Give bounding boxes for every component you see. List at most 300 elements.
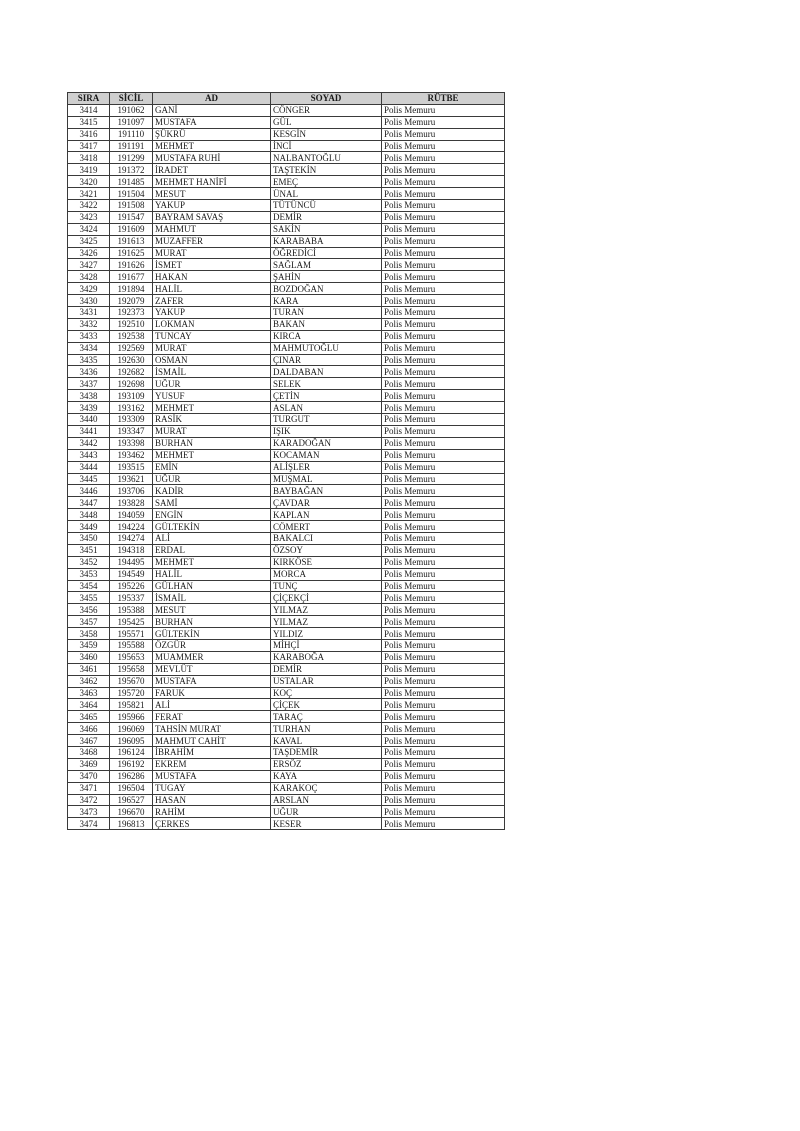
sicil-cell: 193462 <box>110 449 153 461</box>
sicil-cell: 193706 <box>110 485 153 497</box>
rutbe-cell: Polis Memuru <box>382 378 505 390</box>
sira-cell: 3435 <box>68 354 110 366</box>
sira-cell: 3474 <box>68 818 110 830</box>
sicil-cell: 191625 <box>110 247 153 259</box>
ad-cell: GÜLTEKİN <box>153 628 271 640</box>
ad-cell: ALİ <box>153 699 271 711</box>
personnel-table <box>67 92 505 830</box>
table-row <box>68 580 505 592</box>
ad-cell: RAHİM <box>153 806 271 818</box>
ad-cell: TUGAY <box>153 782 271 794</box>
table-row <box>68 687 505 699</box>
rutbe-cell: Polis Memuru <box>382 235 505 247</box>
rutbe-cell: Polis Memuru <box>382 663 505 675</box>
rutbe-cell: Polis Memuru <box>382 223 505 235</box>
sicil-cell: 194059 <box>110 509 153 521</box>
soyad-cell: KOCAMAN <box>271 449 382 461</box>
soyad-cell: KOÇ <box>271 687 382 699</box>
soyad-cell: GÜL <box>271 116 382 128</box>
sicil-cell: 195653 <box>110 651 153 663</box>
soyad-cell: MİHÇİ <box>271 639 382 651</box>
rutbe-cell: Polis Memuru <box>382 818 505 830</box>
ad-cell: MEHMET HANİFİ <box>153 176 271 188</box>
table-row <box>68 675 505 687</box>
rutbe-cell: Polis Memuru <box>382 568 505 580</box>
rutbe-cell: Polis Memuru <box>382 746 505 758</box>
sira-cell: 3433 <box>68 330 110 342</box>
sicil-cell: 191547 <box>110 211 153 223</box>
table-row <box>68 770 505 782</box>
rutbe-cell: Polis Memuru <box>382 247 505 259</box>
sira-cell: 3473 <box>68 806 110 818</box>
table-row <box>68 247 505 259</box>
table-row <box>68 473 505 485</box>
rutbe-cell: Polis Memuru <box>382 794 505 806</box>
table-row <box>68 116 505 128</box>
rutbe-cell: Polis Memuru <box>382 104 505 116</box>
sira-cell: 3445 <box>68 473 110 485</box>
sicil-cell: 191894 <box>110 283 153 295</box>
sira-cell: 3434 <box>68 342 110 354</box>
soyad-cell: UĞUR <box>271 806 382 818</box>
rutbe-cell: Polis Memuru <box>382 651 505 663</box>
ad-cell: MUAMMER <box>153 651 271 663</box>
table-row <box>68 425 505 437</box>
table-row <box>68 723 505 735</box>
soyad-cell: DEMİR <box>271 663 382 675</box>
sicil-cell: 195821 <box>110 699 153 711</box>
ad-cell: MEVLÜT <box>153 663 271 675</box>
sicil-cell: 191613 <box>110 235 153 247</box>
ad-cell: MEHMET <box>153 556 271 568</box>
sicil-cell: 195425 <box>110 616 153 628</box>
sira-cell: 3468 <box>68 746 110 758</box>
rutbe-cell: Polis Memuru <box>382 532 505 544</box>
table-row <box>68 366 505 378</box>
soyad-cell: ŞAHİN <box>271 271 382 283</box>
sira-cell: 3454 <box>68 580 110 592</box>
table-row <box>68 782 505 794</box>
ad-cell: İRADET <box>153 164 271 176</box>
table-row <box>68 342 505 354</box>
sicil-cell: 193162 <box>110 402 153 414</box>
header-ad: AD <box>153 93 271 105</box>
table-row <box>68 223 505 235</box>
soyad-cell: ÖZSOY <box>271 544 382 556</box>
soyad-cell: ERSÖZ <box>271 758 382 770</box>
sicil-cell: 196069 <box>110 723 153 735</box>
sira-cell: 3424 <box>68 223 110 235</box>
ad-cell: YAKUP <box>153 307 271 319</box>
sira-cell: 3443 <box>68 449 110 461</box>
soyad-cell: KARABABA <box>271 235 382 247</box>
rutbe-cell: Polis Memuru <box>382 200 505 212</box>
soyad-cell: NALBANTOĞLU <box>271 152 382 164</box>
sira-cell: 3456 <box>68 604 110 616</box>
table-row <box>68 390 505 402</box>
sicil-cell: 192569 <box>110 342 153 354</box>
soyad-cell: TUNÇ <box>271 580 382 592</box>
sicil-cell: 191191 <box>110 140 153 152</box>
ad-cell: MEHMET <box>153 140 271 152</box>
rutbe-cell: Polis Memuru <box>382 140 505 152</box>
soyad-cell: ÇETİN <box>271 390 382 402</box>
sicil-cell: 196504 <box>110 782 153 794</box>
table-row <box>68 509 505 521</box>
sira-cell: 3430 <box>68 295 110 307</box>
sicil-cell: 193309 <box>110 414 153 426</box>
ad-cell: EKREM <box>153 758 271 770</box>
ad-cell: MUSTAFA <box>153 675 271 687</box>
soyad-cell: SAĞLAM <box>271 259 382 271</box>
soyad-cell: BAKALCI <box>271 532 382 544</box>
sira-cell: 3437 <box>68 378 110 390</box>
ad-cell: FARUK <box>153 687 271 699</box>
rutbe-cell: Polis Memuru <box>382 473 505 485</box>
sira-cell: 3459 <box>68 639 110 651</box>
sira-cell: 3417 <box>68 140 110 152</box>
sicil-cell: 195720 <box>110 687 153 699</box>
ad-cell: MURAT <box>153 342 271 354</box>
rutbe-cell: Polis Memuru <box>382 628 505 640</box>
rutbe-cell: Polis Memuru <box>382 330 505 342</box>
rutbe-cell: Polis Memuru <box>382 390 505 402</box>
sira-cell: 3450 <box>68 532 110 544</box>
table-row <box>68 354 505 366</box>
ad-cell: BURHAN <box>153 616 271 628</box>
ad-cell: KADİR <box>153 485 271 497</box>
soyad-cell: ALİŞLER <box>271 461 382 473</box>
rutbe-cell: Polis Memuru <box>382 604 505 616</box>
sira-cell: 3419 <box>68 164 110 176</box>
soyad-cell: TARAÇ <box>271 711 382 723</box>
table-row <box>68 746 505 758</box>
sicil-cell: 192630 <box>110 354 153 366</box>
sira-cell: 3414 <box>68 104 110 116</box>
sicil-cell: 195658 <box>110 663 153 675</box>
sira-cell: 3448 <box>68 509 110 521</box>
sira-cell: 3447 <box>68 497 110 509</box>
ad-cell: ÖZGÜR <box>153 639 271 651</box>
table-row <box>68 544 505 556</box>
rutbe-cell: Polis Memuru <box>382 128 505 140</box>
sicil-cell: 193828 <box>110 497 153 509</box>
sira-cell: 3418 <box>68 152 110 164</box>
soyad-cell: TURAN <box>271 307 382 319</box>
soyad-cell: İNCİ <box>271 140 382 152</box>
table-row <box>68 651 505 663</box>
sicil-cell: 191097 <box>110 116 153 128</box>
table-row <box>68 699 505 711</box>
sicil-cell: 195388 <box>110 604 153 616</box>
table-row <box>68 711 505 723</box>
sira-cell: 3425 <box>68 235 110 247</box>
soyad-cell: KIRKÖSE <box>271 556 382 568</box>
table-row <box>68 521 505 533</box>
sira-cell: 3472 <box>68 794 110 806</box>
rutbe-cell: Polis Memuru <box>382 806 505 818</box>
table-header <box>68 93 505 105</box>
header-row <box>68 93 505 105</box>
ad-cell: HALİL <box>153 283 271 295</box>
ad-cell: İSMAİL <box>153 592 271 604</box>
sicil-cell: 193398 <box>110 437 153 449</box>
table-row <box>68 616 505 628</box>
rutbe-cell: Polis Memuru <box>382 414 505 426</box>
table-row <box>68 414 505 426</box>
table-row <box>68 568 505 580</box>
sira-cell: 3466 <box>68 723 110 735</box>
table-row <box>68 639 505 651</box>
sira-cell: 3449 <box>68 521 110 533</box>
soyad-cell: TAŞDEMİR <box>271 746 382 758</box>
sira-cell: 3457 <box>68 616 110 628</box>
soyad-cell: DEMİR <box>271 211 382 223</box>
ad-cell: MEHMET <box>153 402 271 414</box>
table-row <box>68 211 505 223</box>
sira-cell: 3422 <box>68 200 110 212</box>
sira-cell: 3455 <box>68 592 110 604</box>
ad-cell: GÜLHAN <box>153 580 271 592</box>
table-row <box>68 818 505 830</box>
soyad-cell: MAHMUTOĞLU <box>271 342 382 354</box>
sicil-cell: 191062 <box>110 104 153 116</box>
ad-cell: GANİ <box>153 104 271 116</box>
rutbe-cell: Polis Memuru <box>382 318 505 330</box>
ad-cell: ENGİN <box>153 509 271 521</box>
ad-cell: FERAT <box>153 711 271 723</box>
ad-cell: YUSUF <box>153 390 271 402</box>
rutbe-cell: Polis Memuru <box>382 211 505 223</box>
ad-cell: MUZAFFER <box>153 235 271 247</box>
ad-cell: ÇERKES <box>153 818 271 830</box>
sira-cell: 3465 <box>68 711 110 723</box>
rutbe-cell: Polis Memuru <box>382 509 505 521</box>
header-sicil: SİCİL <box>110 93 153 105</box>
table-row <box>68 104 505 116</box>
table-body <box>68 104 505 829</box>
table-row <box>68 592 505 604</box>
rutbe-cell: Polis Memuru <box>382 723 505 735</box>
soyad-cell: KAYA <box>271 770 382 782</box>
table-row <box>68 188 505 200</box>
sira-cell: 3427 <box>68 259 110 271</box>
rutbe-cell: Polis Memuru <box>382 687 505 699</box>
rutbe-cell: Polis Memuru <box>382 521 505 533</box>
sicil-cell: 191677 <box>110 271 153 283</box>
soyad-cell: ÇİÇEK <box>271 699 382 711</box>
ad-cell: MEHMET <box>153 449 271 461</box>
ad-cell: UĞUR <box>153 378 271 390</box>
ad-cell: EMİN <box>153 461 271 473</box>
soyad-cell: TURHAN <box>271 723 382 735</box>
sira-cell: 3471 <box>68 782 110 794</box>
table-row <box>68 176 505 188</box>
ad-cell: MAHMUT CAHİT <box>153 735 271 747</box>
rutbe-cell: Polis Memuru <box>382 188 505 200</box>
rutbe-cell: Polis Memuru <box>382 592 505 604</box>
soyad-cell: MUŞMAL <box>271 473 382 485</box>
table-row <box>68 806 505 818</box>
sicil-cell: 194318 <box>110 544 153 556</box>
rutbe-cell: Polis Memuru <box>382 544 505 556</box>
table-row <box>68 378 505 390</box>
ad-cell: MUSTAFA <box>153 770 271 782</box>
table-row <box>68 295 505 307</box>
rutbe-cell: Polis Memuru <box>382 449 505 461</box>
ad-cell: MAHMUT <box>153 223 271 235</box>
table-row <box>68 497 505 509</box>
sicil-cell: 192682 <box>110 366 153 378</box>
sicil-cell: 195337 <box>110 592 153 604</box>
header-rutbe: RÜTBE <box>382 93 505 105</box>
sicil-cell: 195966 <box>110 711 153 723</box>
sicil-cell: 196124 <box>110 746 153 758</box>
soyad-cell: BAKAN <box>271 318 382 330</box>
sicil-cell: 194274 <box>110 532 153 544</box>
sicil-cell: 193347 <box>110 425 153 437</box>
soyad-cell: KARA <box>271 295 382 307</box>
soyad-cell: ÇAVDAR <box>271 497 382 509</box>
soyad-cell: ASLAN <box>271 402 382 414</box>
sira-cell: 3451 <box>68 544 110 556</box>
table-row <box>68 461 505 473</box>
soyad-cell: ÜNAL <box>271 188 382 200</box>
soyad-cell: KARABOĞA <box>271 651 382 663</box>
ad-cell: MUSTAFA <box>153 116 271 128</box>
sicil-cell: 191110 <box>110 128 153 140</box>
header-soyad: SOYAD <box>271 93 382 105</box>
table-row <box>68 140 505 152</box>
ad-cell: RASİK <box>153 414 271 426</box>
table-row <box>68 402 505 414</box>
soyad-cell: SELEK <box>271 378 382 390</box>
ad-cell: BAYRAM SAVAŞ <box>153 211 271 223</box>
soyad-cell: ÇINAR <box>271 354 382 366</box>
ad-cell: ZAFER <box>153 295 271 307</box>
table-row <box>68 604 505 616</box>
table-row <box>68 330 505 342</box>
sicil-cell: 191609 <box>110 223 153 235</box>
rutbe-cell: Polis Memuru <box>382 485 505 497</box>
rutbe-cell: Polis Memuru <box>382 580 505 592</box>
sira-cell: 3441 <box>68 425 110 437</box>
sira-cell: 3439 <box>68 402 110 414</box>
soyad-cell: KARADOĞAN <box>271 437 382 449</box>
sira-cell: 3440 <box>68 414 110 426</box>
sicil-cell: 192373 <box>110 307 153 319</box>
sira-cell: 3416 <box>68 128 110 140</box>
table-row <box>68 235 505 247</box>
rutbe-cell: Polis Memuru <box>382 366 505 378</box>
sicil-cell: 193621 <box>110 473 153 485</box>
ad-cell: SAMİ <box>153 497 271 509</box>
soyad-cell: KESGİN <box>271 128 382 140</box>
sicil-cell: 191504 <box>110 188 153 200</box>
soyad-cell: KAVAL <box>271 735 382 747</box>
sira-cell: 3420 <box>68 176 110 188</box>
sira-cell: 3421 <box>68 188 110 200</box>
sicil-cell: 192538 <box>110 330 153 342</box>
ad-cell: MESUT <box>153 604 271 616</box>
sicil-cell: 195588 <box>110 639 153 651</box>
ad-cell: TAHSİN MURAT <box>153 723 271 735</box>
rutbe-cell: Polis Memuru <box>382 437 505 449</box>
table-row <box>68 758 505 770</box>
soyad-cell: USTALAR <box>271 675 382 687</box>
ad-cell: MURAT <box>153 425 271 437</box>
rutbe-cell: Polis Memuru <box>382 497 505 509</box>
sira-cell: 3436 <box>68 366 110 378</box>
sicil-cell: 192079 <box>110 295 153 307</box>
sicil-cell: 196670 <box>110 806 153 818</box>
soyad-cell: ÖĞREDİCİ <box>271 247 382 259</box>
sira-cell: 3432 <box>68 318 110 330</box>
table-row <box>68 259 505 271</box>
ad-cell: İBRAHİM <box>153 746 271 758</box>
sira-cell: 3463 <box>68 687 110 699</box>
rutbe-cell: Polis Memuru <box>382 675 505 687</box>
soyad-cell: YILMAZ <box>271 616 382 628</box>
table-row <box>68 152 505 164</box>
sicil-cell: 194495 <box>110 556 153 568</box>
rutbe-cell: Polis Memuru <box>382 116 505 128</box>
rutbe-cell: Polis Memuru <box>382 307 505 319</box>
soyad-cell: KIRCA <box>271 330 382 342</box>
ad-cell: MUSTAFA RUHİ <box>153 152 271 164</box>
ad-cell: GÜLTEKİN <box>153 521 271 533</box>
header-sira: SIRA <box>68 93 110 105</box>
soyad-cell: TURGUT <box>271 414 382 426</box>
soyad-cell: YILMAZ <box>271 604 382 616</box>
rutbe-cell: Polis Memuru <box>382 342 505 354</box>
sicil-cell: 195670 <box>110 675 153 687</box>
soyad-cell: BOZDOĞAN <box>271 283 382 295</box>
rutbe-cell: Polis Memuru <box>382 770 505 782</box>
sicil-cell: 193109 <box>110 390 153 402</box>
table-row <box>68 449 505 461</box>
ad-cell: TUNCAY <box>153 330 271 342</box>
ad-cell: HASAN <box>153 794 271 806</box>
sicil-cell: 191508 <box>110 200 153 212</box>
soyad-cell: ÇİÇEKÇİ <box>271 592 382 604</box>
ad-cell: ŞÜKRÜ <box>153 128 271 140</box>
rutbe-cell: Polis Memuru <box>382 164 505 176</box>
soyad-cell: TÜTÜNCÜ <box>271 200 382 212</box>
sira-cell: 3429 <box>68 283 110 295</box>
sira-cell: 3442 <box>68 437 110 449</box>
table-row <box>68 532 505 544</box>
sira-cell: 3423 <box>68 211 110 223</box>
table-row <box>68 200 505 212</box>
table-row <box>68 794 505 806</box>
rutbe-cell: Polis Memuru <box>382 616 505 628</box>
soyad-cell: TAŞTEKİN <box>271 164 382 176</box>
soyad-cell: DALDABAN <box>271 366 382 378</box>
ad-cell: ALİ <box>153 532 271 544</box>
sicil-cell: 191626 <box>110 259 153 271</box>
table-row <box>68 283 505 295</box>
soyad-cell: YILDIZ <box>271 628 382 640</box>
soyad-cell: CÖMERT <box>271 521 382 533</box>
rutbe-cell: Polis Memuru <box>382 639 505 651</box>
sira-cell: 3460 <box>68 651 110 663</box>
sira-cell: 3431 <box>68 307 110 319</box>
rutbe-cell: Polis Memuru <box>382 782 505 794</box>
rutbe-cell: Polis Memuru <box>382 711 505 723</box>
sicil-cell: 191299 <box>110 152 153 164</box>
rutbe-cell: Polis Memuru <box>382 402 505 414</box>
